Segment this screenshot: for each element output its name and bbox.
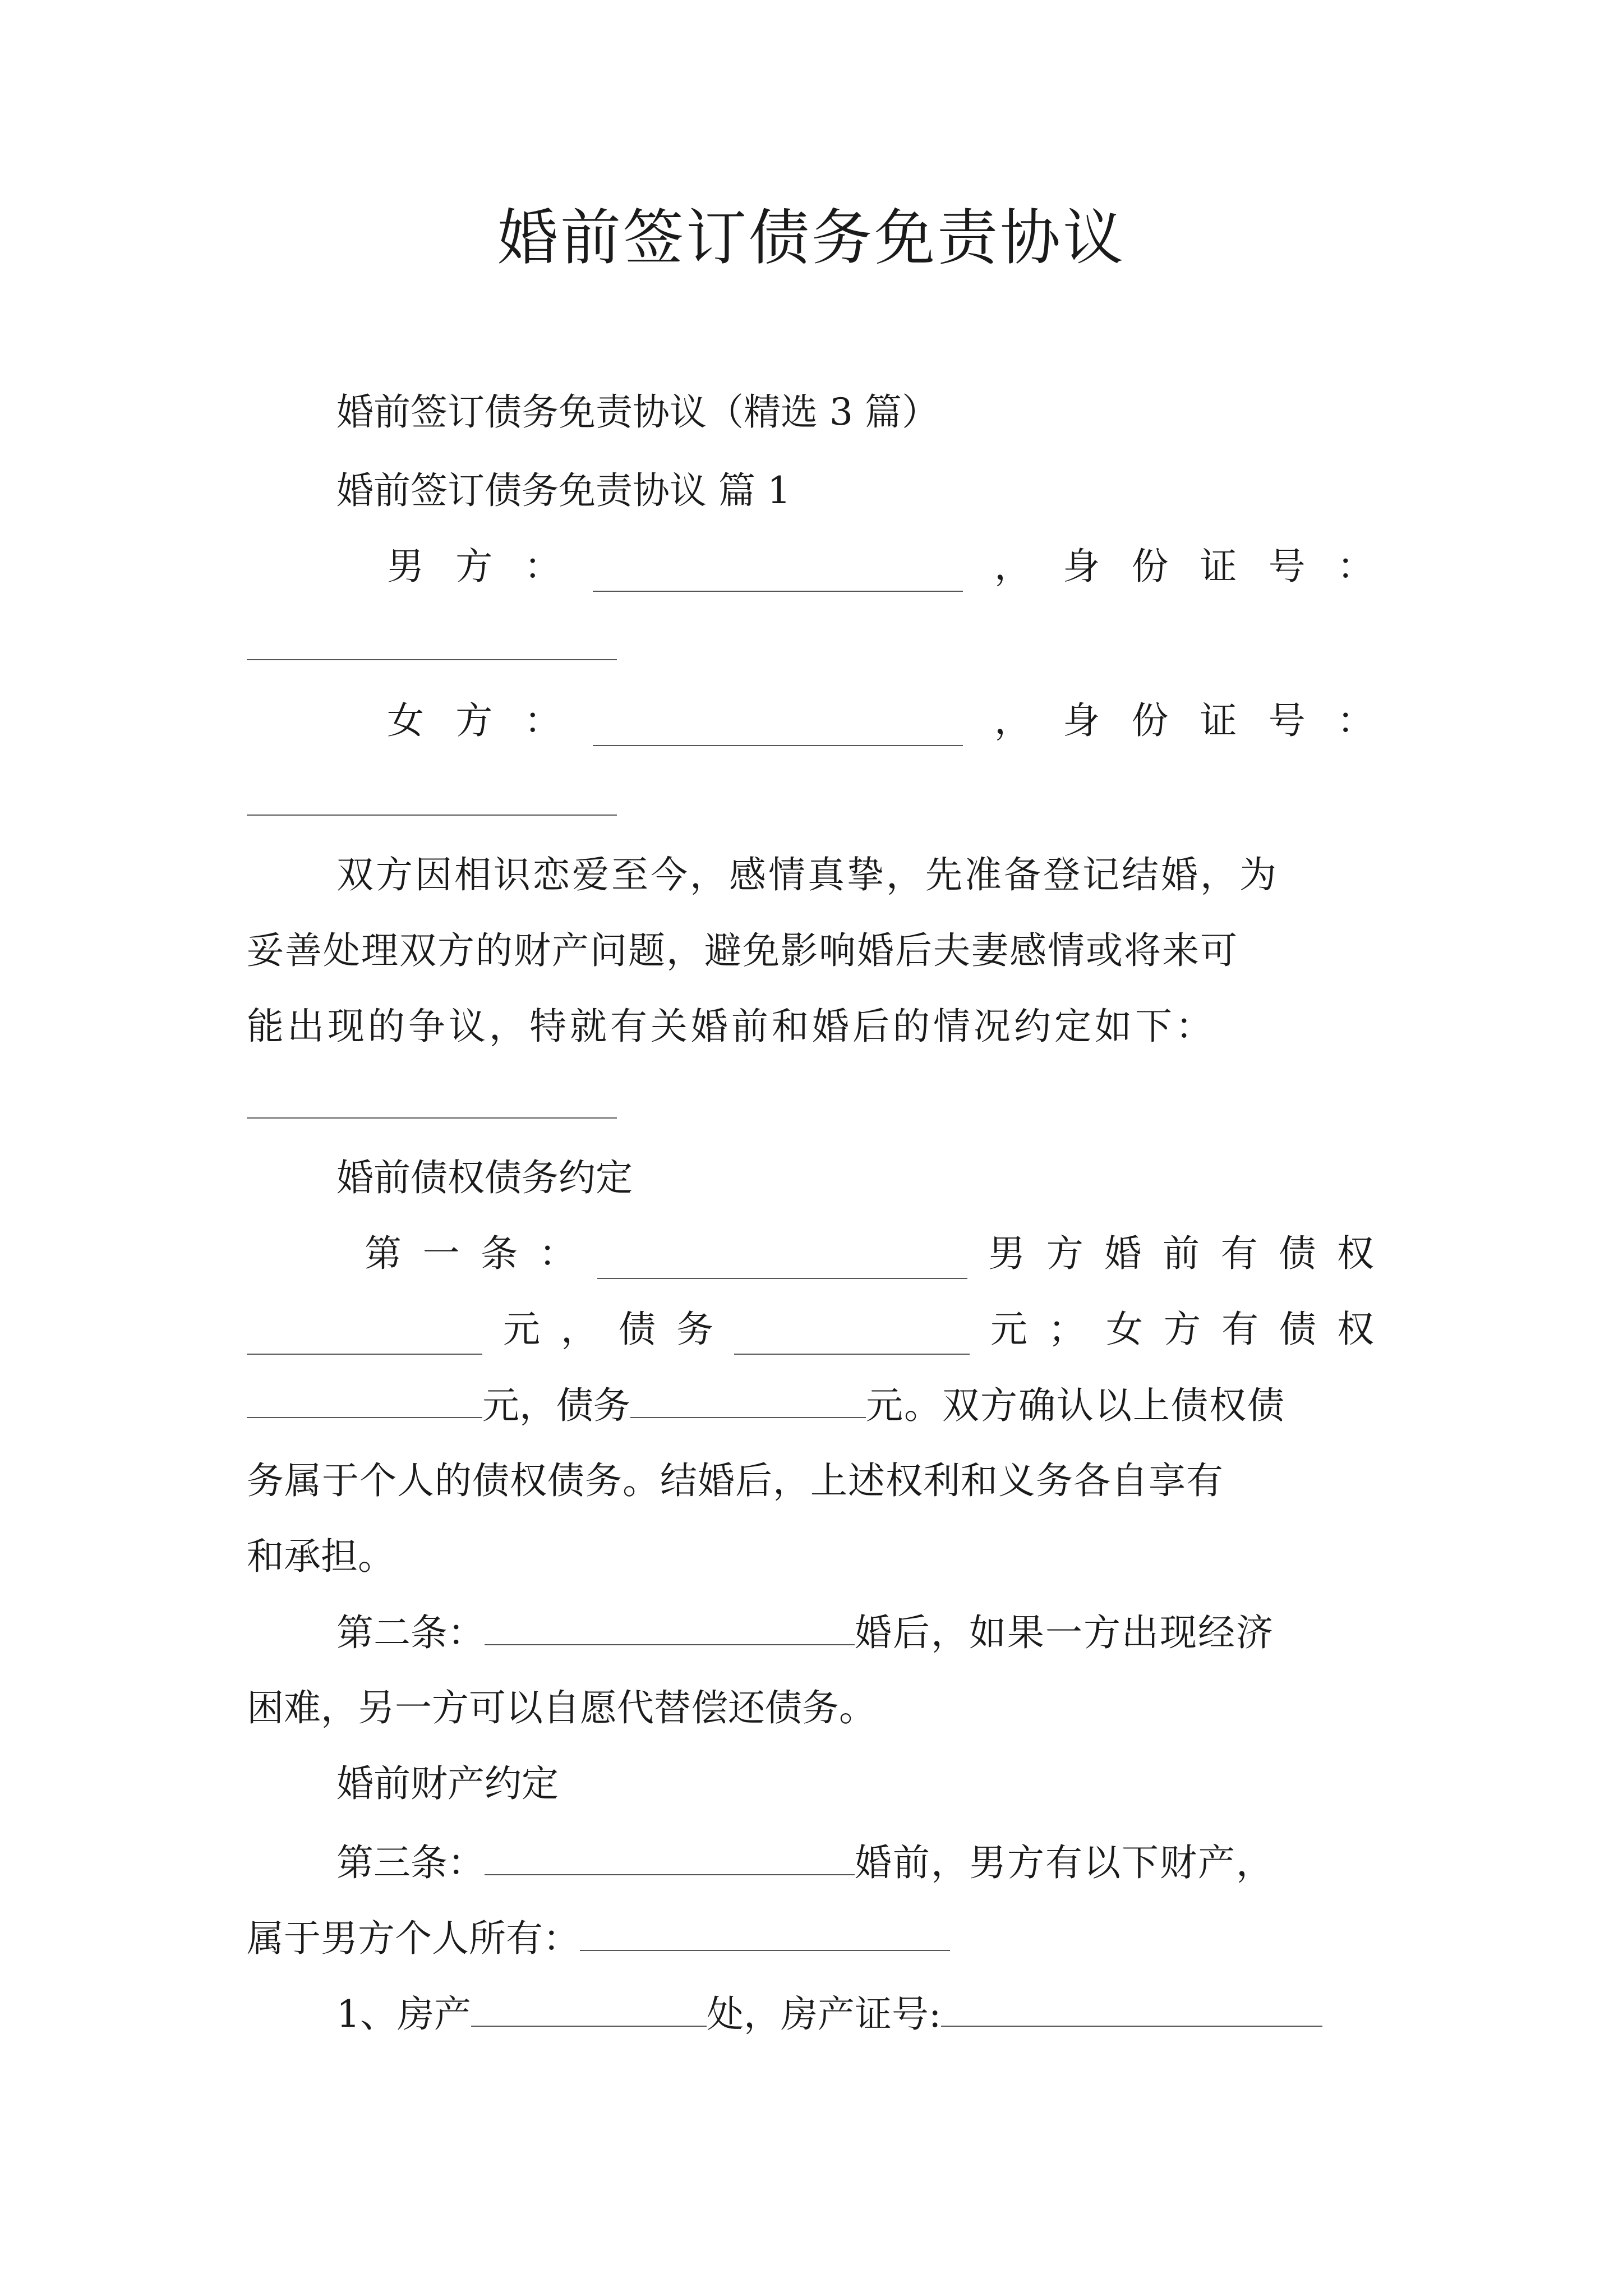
male-id-label-char: 号	[1268, 545, 1306, 588]
article2-text: 第二条：	[336, 1611, 485, 1654]
article1-char: ，	[561, 1308, 598, 1351]
article1-char: 男	[988, 1232, 1026, 1275]
female-id-label-char: 身	[1063, 699, 1100, 742]
intro-line: 能出现的争议，特就有关婚前和婚后的情况约定如下：	[247, 1005, 1216, 1048]
female-label-char: 方	[455, 699, 493, 742]
male-comma: ，	[994, 545, 1031, 588]
male-debt-blank	[734, 1317, 970, 1355]
female-id-label-char: 号	[1268, 699, 1306, 742]
female-label-char: 女	[387, 699, 424, 742]
article1-char: 女	[1106, 1308, 1143, 1351]
house-count-blank	[471, 1989, 707, 2027]
section-heading-property: 婚前财产约定	[336, 1762, 559, 1805]
article3-text: 婚前，男方有以下财产，	[855, 1841, 1274, 1884]
item1-text: 处，房产证号:	[707, 1993, 942, 2036]
article1-char: 前	[1163, 1232, 1200, 1275]
article1-line1	[365, 1228, 1374, 1279]
article2-line2: 困难，另一方可以自愿代替偿还债务。	[247, 1686, 876, 1729]
article1-char: 债	[1279, 1308, 1316, 1351]
female-label-char: ：	[524, 699, 561, 742]
female-debt-blank	[630, 1380, 866, 1418]
article1-char: 债	[1279, 1232, 1316, 1275]
intro-line: 妥善处理双方的财产问题，避免影响婚后夫妻感情或将来可	[247, 929, 1238, 972]
female-name-blank	[593, 708, 963, 746]
article1-char: 元	[503, 1308, 540, 1351]
article1-text: 元，债务	[482, 1384, 630, 1427]
male-label-char: 男	[387, 545, 424, 588]
house-cert-blank	[941, 1989, 1322, 2027]
article3-line1	[336, 1837, 1274, 1888]
article1-char: 有	[1220, 1232, 1258, 1275]
female-comma: ，	[994, 699, 1031, 742]
section-heading-debts: 婚前债权债务约定	[336, 1156, 633, 1199]
article1-char: 方	[1046, 1232, 1083, 1275]
female-id-label-char: 份	[1131, 699, 1169, 742]
article1-char: 权	[1337, 1308, 1374, 1351]
part-heading: 婚前签订债务免责协议 篇 1	[336, 469, 791, 512]
intro-line: 双方因相识恋爱至今，感情真挚，先准备登记结婚，为	[336, 853, 1279, 896]
article1-char: 元	[990, 1308, 1027, 1351]
item1-line	[336, 1989, 1322, 2040]
article1-char: 条	[481, 1232, 518, 1275]
subtitle: 婚前签订债务免责协议（精选 3 篇）	[336, 390, 939, 434]
article2-line1	[336, 1607, 1274, 1658]
female-id-blank	[247, 815, 617, 816]
article1-char: 方	[1164, 1308, 1201, 1351]
male-name-blank	[593, 554, 963, 592]
male-id-label-char: 身	[1063, 545, 1100, 588]
article1-char: 权	[1336, 1232, 1374, 1275]
intro-blank	[247, 1117, 617, 1119]
female-party-line	[387, 696, 1374, 746]
male-credit-blank	[247, 1317, 482, 1355]
article1-char: 务	[676, 1308, 713, 1351]
article1-char: 债	[619, 1308, 656, 1351]
male-id-label-char: 证	[1200, 545, 1237, 588]
article3-blank	[485, 1837, 855, 1875]
article1-char: 有	[1221, 1308, 1258, 1351]
article1-line4: 务属于个人的债权债务。结婚后，上述权利和义务各自享有	[247, 1459, 1224, 1502]
male-id-label-char: ：	[1336, 545, 1374, 588]
article1-line3	[247, 1380, 1285, 1431]
article1-char: 婚	[1104, 1232, 1142, 1275]
male-id-label-char: 份	[1131, 545, 1169, 588]
article3-text: 第三条：	[336, 1841, 485, 1884]
article1-char: ；	[1048, 1308, 1085, 1351]
male-label-char: 方	[455, 545, 493, 588]
male-party-line	[387, 541, 1374, 592]
article1-line2	[247, 1304, 1374, 1355]
article1-blank	[597, 1241, 967, 1279]
item1-text: 1、房产	[336, 1993, 471, 2036]
female-id-label-char: ：	[1336, 699, 1374, 742]
document-title: 婚前签订债务免责协议	[497, 203, 1126, 273]
article3-text: 属于男方个人所有：	[247, 1917, 580, 1960]
male-id-blank	[247, 659, 617, 660]
female-id-label-char: 证	[1200, 699, 1237, 742]
article1-char: 一	[422, 1232, 460, 1275]
article2-blank	[485, 1607, 855, 1645]
article1-char: ：	[538, 1232, 576, 1275]
article1-char: 第	[365, 1232, 402, 1275]
male-label-char: ：	[524, 545, 561, 588]
article3-line2	[247, 1913, 950, 1964]
article1-text: 元。双方确认以上债权债	[866, 1384, 1285, 1427]
male-property-blank	[580, 1913, 950, 1951]
article1-line5: 和承担。	[247, 1535, 395, 1578]
female-credit-blank	[247, 1380, 482, 1418]
article2-text: 婚后，如果一方出现经济	[855, 1611, 1274, 1654]
